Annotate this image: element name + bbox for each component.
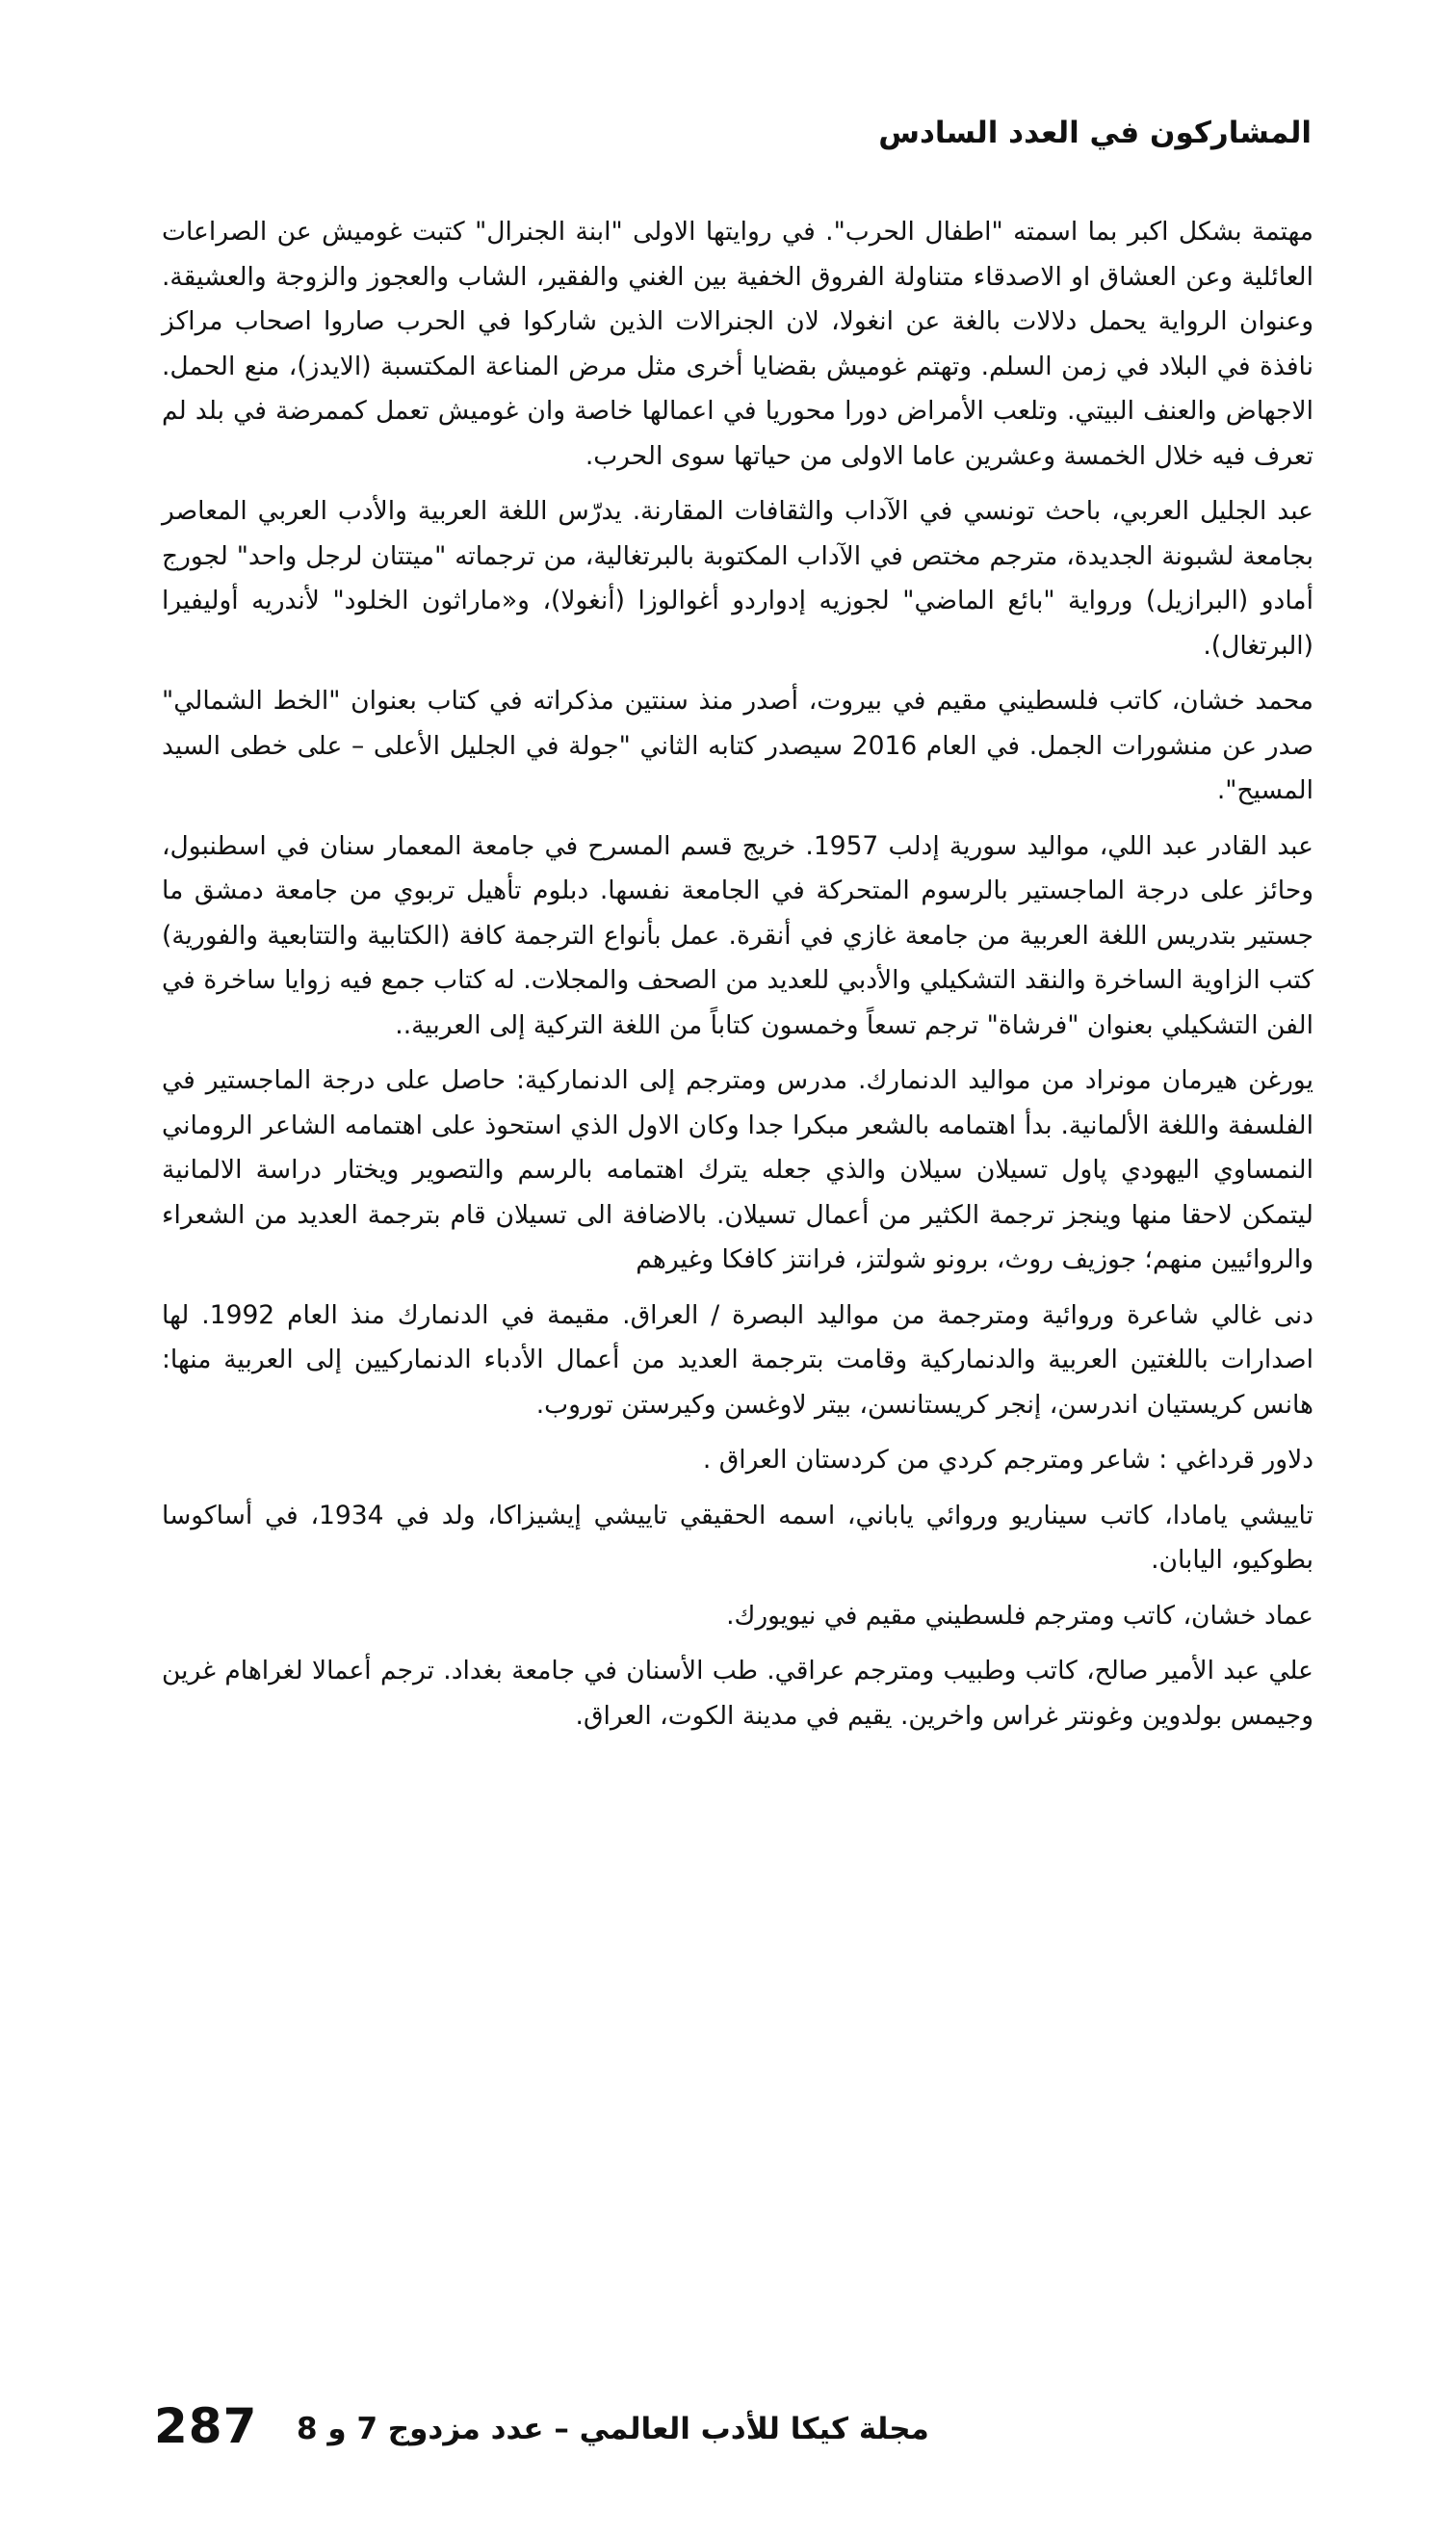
page-footer — [154, 2398, 1310, 2475]
paragraph-duna-ghali: دنى غالي شاعرة وروائية ومترجمة من مواليد البصرة / العراق. مقيمة في الدنمارك منذ العام 1992. لها اصدارات باللغتين العربية والدنماركية وقامت بترجمة العديد من أعمال الأدباء الدنماركيين إلى العربية منها: هانس كريستيان اندرسن، إنجر كريستانسن، بيتر لاوغسن وكيرستن توروب. — [162, 1299, 1313, 1420]
body-text — [162, 210, 1313, 1749]
paragraph-mohammad-khashan: محمد خشان، كاتب فلسطيني مقيم في بيروت، أصدر منذ سنتين مذكراته في كتاب بعنوان "الخط الشمالي" صدر عن منشورات الجمل. في العام 2016 سيصدر كتابه الثاني "جولة في الجليل الأعلى – على خطى السيد المسيح". — [162, 686, 1313, 805]
paragraph-taichi-yamada: تاييشي يامادا، كاتب سيناريو وروائي ياباني، اسمه الحقيقي تاييشي إيشيزاكا، ولد في 1934، في أساكوسا بطوكيو، اليابان. — [162, 1500, 1313, 1575]
paragraph-imad-khashan: عماد خشان، كاتب ومترجم فلسطيني مقيم في نيويورك. — [726, 1600, 1313, 1631]
paragraph-gomes-continued: مهتمة بشكل اكبر بما اسمته "اطفال الحرب". في روايتها الاولى "ابنة الجنرال" كتبت غوميش عن الصراعات العائلية وعن العشاق او الاصدقاء متناولة الفروق الخفية بين الغني والفقير، الشاب والعجوز والزوجة والعشيقة. وعنوان الرواية يحمل دلالات بالغة عن انغولا، لان الجنرالات الذين شاركوا في الحرب صاروا اصحاب مراكز نافذة في البلاد في زمن السلم. وتهتم غوميش بقضايا أخرى مثل مرض المناعة المكتسبة (الايدز)، منع الحمل. الاجهاض والعنف البيتي. وتلعب الأمراض دورا محوريا في اعمالها خاصة وان غوميش تعمل كممرضة في بلد لم تعرف فيه خلال الخمسة وعشرين عاما الاولى من حياتها سوى الحرب. — [162, 217, 1313, 471]
paragraph-abdeljalil-larbi: عبد الجليل العربي، باحث تونسي في الآداب والثقافات المقارنة. يدرّس اللغة العربية والأدب العربي المعاصر بجامعة لشبونة الجديدة، مترجم مختص في الآداب المكتوبة بالبرتغالية، من ترجماته "ميتتان لرجل واحد" لجورج أمادو (البرازيل) ورواية "بائع الماضي" لجوزيه إدواردو أغوالوزا (أنغولا)، و«ماراثون الخلود" لأندريه أوليفيرا (البرتغال). — [162, 496, 1313, 661]
paragraph-ali-abdulamir-saleh: علي عبد الأمير صالح، كاتب وطبيب ومترجم عراقي. طب الأسنان في جامعة بغداد. ترجم أعمالا لغراهام غرين وجيمس بولدوين وغونتر غراس واخرين. يقيم في مدينة الكوت، العراق. — [162, 1656, 1313, 1731]
paragraph-dilawar-qaradaghi: دلاور قرداغي : شاعر ومترجم كردي من كردستان العراق . — [702, 1445, 1313, 1475]
page-number: 287 — [154, 2398, 258, 2454]
running-header: المشاركون في العدد السادس — [878, 116, 1312, 150]
journal-issue-line: مجلة كيكا للأدب العالمي – عدد مزدوج 7 و 8 — [297, 2412, 929, 2446]
paragraph-abdulkader-abdelli: عبد القادر عبد اللي، مواليد سورية إدلب 1957. خريج قسم المسرح في جامعة المعمار سنان في اسطنبول، وحائز على درجة الماجستير بالرسوم المتحركة في الجامعة نفسها. دبلوم تأهيل تربوي من جامعة دمشق ما جستير بتدريس اللغة العربية من جامعة غازي في أنقرة. عمل بأنواع الترجمة كافة (الكتابية والتتابعية والفورية) كتب الزاوية الساخرة والنقد التشكيلي والأدبي للعديد من الصحف والمجلات. له كتاب جمع فيه زوايا ساخرة في الفن التشكيلي بعنوان "فرشاة" ترجم تسعاً وخمسون كتاباً من اللغة التركية إلى العربية.. — [162, 830, 1313, 1040]
paragraph-jurgen-munrad: يورغن هيرمان مونراد من مواليد الدنمارك. مدرس ومترجم إلى الدنماركية: حاصل على درجة الماجستير في الفلسفة واللغة الألمانية. بدأ اهتمامه بالشعر مبكرا جدا وكان الاول الذي استحوذ على اهتمامه الشاعر الروماني النمساوي اليهودي پاول تسيلان سيلان والذي جعله يترك اهتمامه بالرسم والتصوير ويختار دراسة الالمانية ليتمكن لاحقا منها وينجز ترجمة الكثير من أعمال تسيلان. بالاضافة الى تسيلان قام بترجمة العديد من الشعراء والروائيين منهم؛ جوزيف روث، برونو شولتز، فرانتز كافكا وغيرهم — [162, 1065, 1313, 1274]
